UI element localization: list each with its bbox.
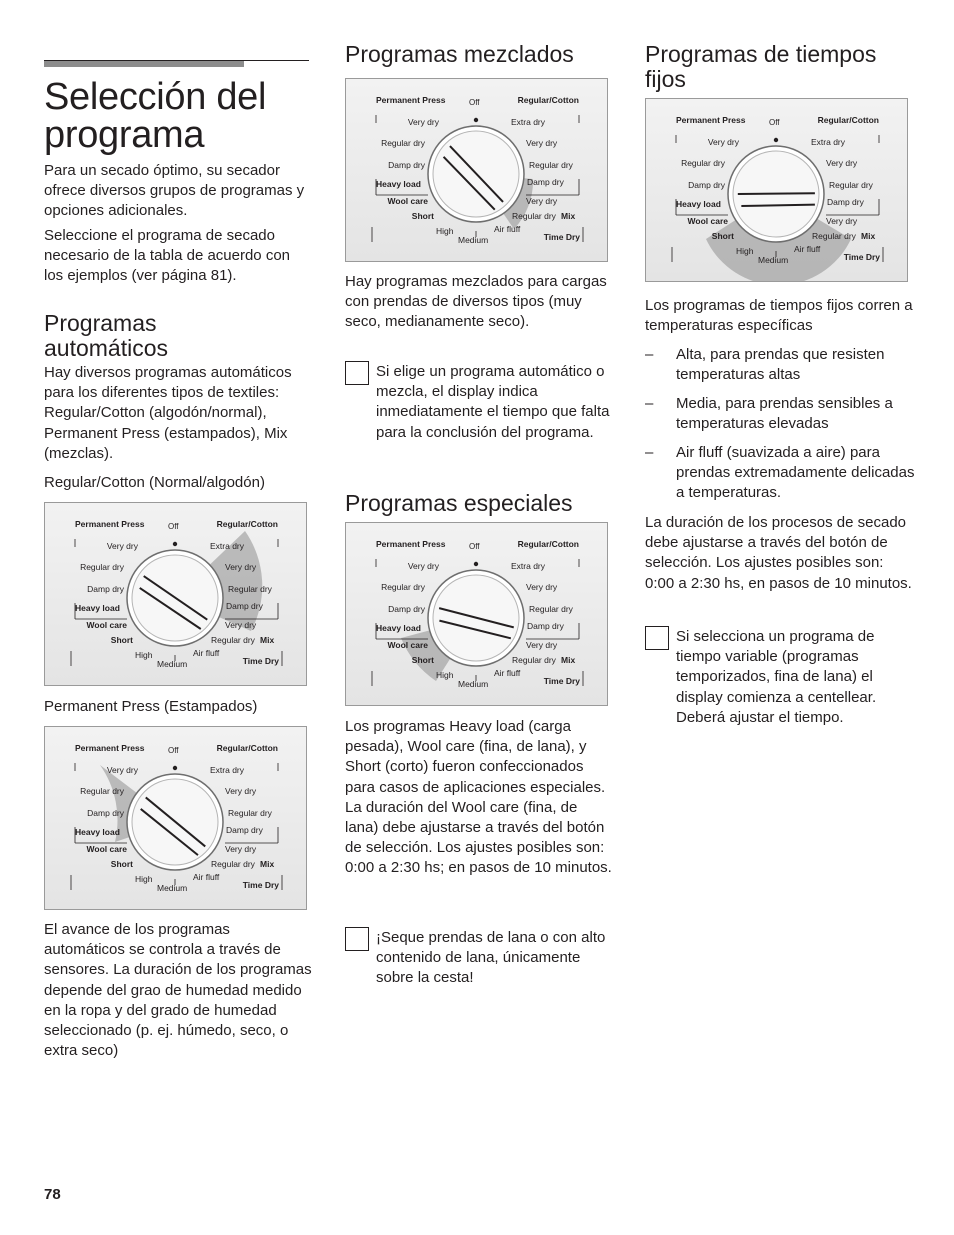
subheading-regular-cotton: Regular/Cotton (Normal/algodón) [44, 474, 265, 491]
label-short: Short [110, 859, 133, 869]
label-mix: Mix [861, 231, 876, 241]
label-damp-dry-right: Damp dry [527, 621, 564, 631]
label-heavy-load: Heavy load [376, 623, 421, 633]
dial-panel-regular-cotton [44, 502, 307, 686]
dash-item-2-text: Media, para prendas sensibles a temperaturas elevadas [676, 395, 893, 433]
automaticos-text: Hay diversos programas automáticos para los diferentes tipos de textiles: Regular/Cotton (algodón/normal), Permanent Press (estampados), Mix (mezclas). [44, 364, 292, 462]
label-regular-dry-mix: Regular dry [211, 635, 255, 645]
label-extra-dry: Extra dry [511, 561, 546, 571]
dial-panel-tiempos [645, 98, 908, 282]
label-permanent-press: Permanent Press [75, 743, 145, 753]
label-very-dry-right: Very dry [526, 582, 558, 592]
dash-item-3 [645, 443, 913, 505]
label-heavy-load: Heavy load [376, 179, 421, 189]
label-medium: Medium [157, 883, 188, 893]
label-regular-dry-right: Regular dry [529, 604, 573, 614]
label-air-fluff: Air fluff [794, 244, 821, 254]
label-damp-dry-right: Damp dry [226, 825, 263, 835]
label-regular-dry-left: Regular dry [80, 562, 124, 572]
label-medium: Medium [458, 679, 489, 689]
label-time-dry: Time Dry [242, 656, 279, 666]
dial-graphic [45, 727, 306, 909]
label-very-dry-left: Very dry [707, 137, 739, 147]
label-extra-dry: Extra dry [511, 117, 546, 127]
label-short: Short [411, 655, 434, 665]
label-high: High [736, 246, 754, 256]
heading-automaticos: Programas automáticos [44, 310, 169, 361]
label-regular-dry-right: Regular dry [829, 180, 873, 190]
label-damp-dry-left: Damp dry [688, 180, 725, 190]
label-regular-dry-mix: Regular dry [512, 211, 556, 221]
dial-panel-especiales [345, 522, 608, 706]
label-extra-dry: Extra dry [811, 137, 846, 147]
label-very-dry-right: Very dry [225, 786, 257, 796]
note-mezclados [345, 361, 613, 471]
dial-graphic [45, 503, 306, 685]
heading-especiales: Programas especiales [345, 490, 573, 516]
intro-paragraph-2: Seleccione el programa de secado necesario de la tabla de acuerdo con los ejemplos (ver página 81). [44, 227, 291, 285]
label-very-dry-right: Very dry [526, 138, 558, 148]
label-regular-cotton: Regular/Cotton [216, 743, 278, 753]
dash-item-1-text: Alta, para prendas que resisten temperaturas altas [676, 346, 885, 384]
label-wool-care: Wool care [86, 620, 127, 630]
label-off: Off [769, 118, 780, 127]
label-extra-dry: Extra dry [210, 541, 245, 551]
page-number: 78 [44, 1186, 61, 1203]
note-tiempos [645, 626, 913, 736]
label-regular-dry-left: Regular dry [381, 138, 425, 148]
label-damp-dry-right: Damp dry [527, 177, 564, 187]
label-air-fluff: Air fluff [193, 648, 220, 658]
label-very-dry-left: Very dry [407, 117, 439, 127]
dash-item-3-text: Air fluff (suavizada a aire) para prendas extremadamente delicadas a temperaturas. [676, 444, 915, 502]
automaticos-text-2: El avance de los programas automáticos se controla a través de sensores. La duración de los programas depende del grao de humedad medido en la ropa y del grado de humedad seleccionado (p. ej. húmedo, seco, o extra seco) [44, 921, 312, 1060]
label-regular-dry-mix: Regular dry [512, 655, 556, 665]
label-regular-cotton: Regular/Cotton [216, 519, 278, 529]
label-permanent-press: Permanent Press [376, 539, 446, 549]
label-heavy-load: Heavy load [75, 827, 120, 837]
note-box-icon [345, 927, 369, 951]
label-off: Off [469, 542, 480, 551]
label-time-dry: Time Dry [543, 676, 580, 686]
label-high: High [135, 874, 153, 884]
label-time-dry: Time Dry [242, 880, 279, 890]
label-high: High [135, 650, 153, 660]
label-off: Off [168, 746, 179, 755]
label-short: Short [110, 635, 133, 645]
label-high: High [436, 670, 454, 680]
label-extra-dry: Extra dry [210, 765, 245, 775]
label-very-dry-mix: Very dry [826, 216, 858, 226]
label-heavy-load: Heavy load [75, 603, 120, 613]
label-air-fluff: Air fluff [193, 872, 220, 882]
label-very-dry-mix: Very dry [225, 844, 257, 854]
label-regular-dry-left: Regular dry [681, 158, 725, 168]
mezclados-text: Hay programas mezclados para cargas con prendas de diversos tipos (muy seco, medianamente seco). [345, 273, 607, 331]
label-regular-dry-left: Regular dry [381, 582, 425, 592]
label-wool-care: Wool care [387, 640, 428, 650]
label-regular-cotton: Regular/Cotton [817, 115, 879, 125]
label-damp-dry-left: Damp dry [87, 808, 124, 818]
tiempos-text-2: La duración de los procesos de secado debe ajustarse a través del botón de selección. Los ajustes posibles son: 0:00 a 2:30 hs, en pasos de 10 minutos. [645, 514, 912, 592]
label-permanent-press: Permanent Press [75, 519, 145, 529]
note-mezclados-text: Si elige un programa automático o mezcla, el display indica inmediatamente el tiempo que falta para la conclusión del programa. [376, 363, 610, 441]
label-damp-dry-left: Damp dry [87, 584, 124, 594]
dash-symbol: – [645, 346, 654, 363]
dial-graphic [646, 99, 907, 281]
dial-graphic [346, 523, 607, 705]
label-regular-dry-left: Regular dry [80, 786, 124, 796]
intro-paragraph-1: Para un secado óptimo, su secador ofrece diversos grupos de programas y opciones adicionales. [44, 162, 305, 220]
label-very-dry-mix: Very dry [526, 196, 558, 206]
label-wool-care: Wool care [86, 844, 127, 854]
label-high: High [436, 226, 454, 236]
label-damp-dry-right: Damp dry [827, 197, 864, 207]
heading-tiempos: Programas de tiempos fijos [645, 41, 877, 92]
label-air-fluff: Air fluff [494, 224, 521, 234]
label-air-fluff: Air fluff [494, 668, 521, 678]
label-damp-dry-left: Damp dry [388, 604, 425, 614]
dash-item-1 [645, 345, 913, 387]
label-permanent-press: Permanent Press [376, 95, 446, 105]
label-mix: Mix [260, 859, 275, 869]
dial-panel-permanent-press [44, 726, 307, 910]
note-box-icon [645, 626, 669, 650]
label-short: Short [711, 231, 734, 241]
label-regular-dry-mix: Regular dry [812, 231, 856, 241]
label-damp-dry-left: Damp dry [388, 160, 425, 170]
label-medium: Medium [458, 235, 489, 245]
label-regular-dry-right: Regular dry [228, 584, 272, 594]
especiales-text: Los programas Heavy load (carga pesada), Wool care (fina, de lana), y Short (corto) fueron confeccionados para casos de aplicaciones especiales. La duración del Wool care (fina, de lana) debe ajustarse a través del botón de selección. Los ajustes posibles son: 0:00 a 2:30 hs; en pasos de 10 minutos. [345, 718, 612, 877]
label-damp-dry-right: Damp dry [226, 601, 263, 611]
label-very-dry-mix: Very dry [526, 640, 558, 650]
label-regular-dry-right: Regular dry [529, 160, 573, 170]
top-rule [44, 60, 309, 68]
label-mix: Mix [561, 211, 576, 221]
tiempos-text: Los programas de tiempos fijos corren a temperaturas específicas [645, 297, 913, 335]
label-off: Off [469, 98, 480, 107]
dial-graphic [346, 79, 607, 261]
label-regular-cotton: Regular/Cotton [517, 95, 579, 105]
dash-item-2 [645, 394, 913, 436]
note-especiales-text: ¡Seque prendas de lana o con alto contenido de lana, únicamente sobre la cesta! [376, 929, 606, 987]
label-time-dry: Time Dry [543, 232, 580, 242]
label-short: Short [411, 211, 434, 221]
label-regular-dry-mix: Regular dry [211, 859, 255, 869]
label-permanent-press: Permanent Press [676, 115, 746, 125]
heading-mezclados: Programas mezclados [345, 41, 574, 67]
label-very-dry-left: Very dry [106, 541, 138, 551]
dash-symbol: – [645, 395, 654, 412]
page-title: Selección del programa [44, 76, 267, 156]
label-medium: Medium [157, 659, 188, 669]
label-mix: Mix [561, 655, 576, 665]
label-mix: Mix [260, 635, 275, 645]
label-wool-care: Wool care [387, 196, 428, 206]
label-heavy-load: Heavy load [676, 199, 721, 209]
label-off: Off [168, 522, 179, 531]
label-regular-cotton: Regular/Cotton [517, 539, 579, 549]
dial-panel-mezclados [345, 78, 608, 262]
note-tiempos-text: Si selecciona un programa de tiempo variable (programas temporizados, fina de lana) el display comienza a centellear. Deberá ajustar el tiempo. [676, 628, 877, 726]
label-very-dry-right: Very dry [225, 562, 257, 572]
label-time-dry: Time Dry [843, 252, 880, 262]
note-especiales [345, 927, 613, 997]
label-very-dry-right: Very dry [826, 158, 858, 168]
note-box-icon [345, 361, 369, 385]
label-wool-care: Wool care [687, 216, 728, 226]
label-very-dry-left: Very dry [106, 765, 138, 775]
label-regular-dry-right: Regular dry [228, 808, 272, 818]
label-very-dry-left: Very dry [407, 561, 439, 571]
dash-symbol: – [645, 444, 654, 461]
label-very-dry-mix: Very dry [225, 620, 257, 630]
label-medium: Medium [758, 255, 789, 265]
subheading-permanent-press: Permanent Press (Estampados) [44, 698, 258, 715]
